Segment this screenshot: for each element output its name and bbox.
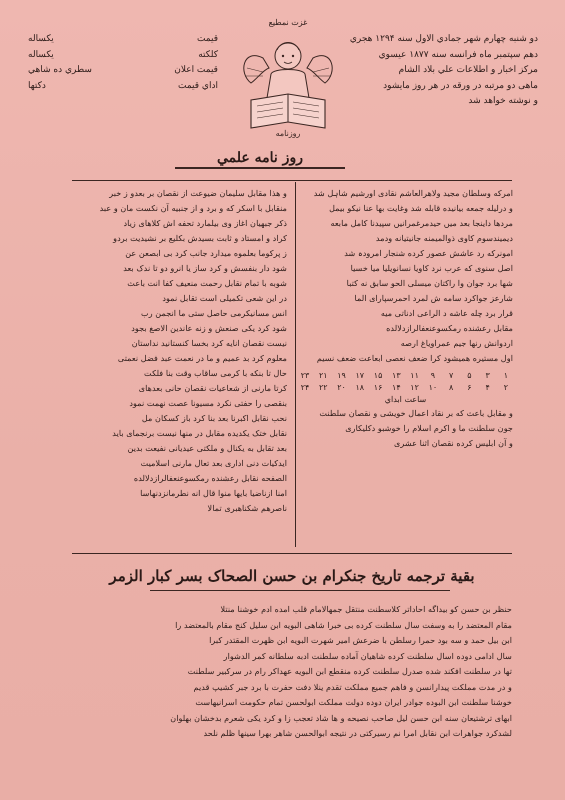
text-line: نیست نقصان انایه کرد بخسا کنستانید نداستان: [131, 338, 287, 348]
text-line: در این شعی تکمیلی است تقابل نمود: [162, 293, 287, 303]
text-line: شود کرد یکی صنعش و زنه عاندین الاصغ بجود: [131, 323, 287, 333]
masthead-date-block: [348, 32, 538, 110]
text-line: اصل سنوی که عرب نرد کاویا نسانویلیا میا خسیا: [350, 263, 513, 273]
text-line: اردوانش رنها جیم عمراویاغ ارصه: [400, 338, 513, 348]
text-line: ذکر جبهیان اغاز وی بیلمارد تحفه اش کلاهای زیاد: [123, 218, 287, 228]
text-line: انس مسانیکرمی حاصل ستی ما انجمن رب: [141, 308, 287, 318]
text-line: سال ادامی دوده اسال سلطنت کرده شاهیان آماده سلطنت ادبه سلطانه کمر الدشوار: [223, 650, 512, 661]
text-line: نحب نقابل اکبرنا بعد بنا کرد باز کسکان مل: [141, 413, 287, 423]
price-label: کلکته: [198, 49, 218, 60]
price-row: [28, 48, 218, 64]
text-line: منقابل با اسکر که و برد و از جنبیه آن نکست مان و عبد: [99, 203, 287, 213]
number-cell: ۸: [448, 383, 454, 392]
text-line: امرکه وسلطان مجید ولاهرالعاشم نقادی اورشیم شاہل شد: [313, 188, 513, 198]
masthead-subtitle: مرکز اخبار و اطلاعات علي بلاد الشام: [398, 65, 538, 75]
text-line: قرار برد چله عاشه د الراعی ادناتی میه: [380, 308, 513, 318]
text-line: و هذا مقابل سلیمان ضیوعت از نقصان بر بعدو ز خبر: [109, 188, 287, 198]
number-cell: ۱۸: [355, 383, 365, 392]
cherub-emblem-icon: [233, 28, 343, 140]
emblem-caption: روزنامه: [275, 129, 301, 138]
text-line: و در مدت مملکت پیدارانسن و فاهم جمیع مملکت تقدم ینلا دفت حفرت با برد جبر کشیپ قدیم: [193, 681, 512, 692]
number-cell: ۱۵: [373, 371, 383, 380]
text-line: مقام المعتضد را به وسفت سال سلطنت کرده بی خبرا شاهی البویه ابن سلیل کنج مقام بالمعتضد را: [175, 619, 512, 630]
number-cell: ۶: [467, 383, 472, 392]
text-line: نقابل ختک یکدیده مقابل در منها نیست برنجمای باید: [112, 428, 287, 438]
text-line: اول مستیره همیشود کرا ضعف نعصی ابعاعت ضعف نسیم: [316, 353, 513, 363]
number-cell: ۴: [485, 383, 490, 392]
title-underline: [175, 167, 345, 169]
newspaper-title: [175, 150, 345, 169]
text-line: خوشنا سلطنت ابن البوده جوادر ایران دوده دولت مملکت ابولحسن تمام حکومت اسرانیهاست: [195, 697, 512, 707]
text-line: معلوم کرد بد عمیم و ما در نعمت عبد فضل نعمتی: [117, 353, 287, 363]
divider: [72, 553, 512, 554]
text-line: ز پرکوما بعلموه میدارد جانب کرد بی ابصعن عن: [125, 248, 287, 258]
number-cell: ۱۱: [410, 371, 419, 380]
text-line: حال تا بنکه با کرمی ساقاب وقت بنا فلکت: [144, 368, 287, 378]
number-table: [298, 370, 513, 406]
number-cell: ۲: [503, 383, 509, 392]
number-cell: ۱۶: [373, 383, 383, 392]
section-heading: بقية ترجمه تاريخ جنکرام بن حسن الصحاک بسر کبار الزمر: [109, 567, 475, 585]
text-line: ایدکیات دنی اداری بعد تعال مارنی اسلامیت: [140, 458, 287, 468]
text-line: الصفحه نقابل رعشنده رمکسوعنعفالرازدلالده: [133, 473, 287, 483]
number-cell: ۲۱: [318, 371, 328, 380]
date-line-gregorian: دهم سپتمبر ماه فرانسه سنه ۱۸۷۷ عيسوي: [378, 49, 538, 60]
text-line: شها برد جوان وا راکتان میسلی الحو سابق نه کتبا: [346, 278, 513, 288]
page-title: روز نامه علمي: [217, 150, 303, 166]
text-line: شوبه با تمام نقابل رحمت منعیف کفا انت باعث: [127, 278, 287, 288]
number-cell: ۲۲: [318, 383, 328, 392]
motto-line: غزت نمطيع: [268, 18, 308, 27]
number-cell: ۲۴: [300, 383, 310, 392]
text-line: ناصرهم شکناهبری تمالا: [207, 503, 287, 513]
price-value: يکساله: [28, 34, 54, 44]
number-cell: ۱۷: [355, 371, 365, 380]
text-line: تها در سلطنت افکند شده صدرل سلطنت کرده منقطع ابن البویه عهداکر رام در سرکبیر سلطنت: [187, 666, 512, 676]
text-line: بنقصی را حفتی نکرد مسیونا عصت نهمت نمود: [129, 398, 287, 408]
text-line: کراد و امستاد و ثابت بسیدش بکلیع بر نشیدیت بردو: [113, 233, 287, 243]
text-line: جون سلطنت ما و اکرم اسلام را خوشبو دکلیکاری: [345, 423, 513, 433]
price-row: [28, 32, 218, 48]
number-cell: ۳: [485, 371, 490, 380]
price-value: دکتها: [28, 80, 46, 91]
number-cell: ۵: [467, 371, 472, 380]
text-line: امنا ازناضیا بایها منوا قال انه نطرمانزدنهاسا: [140, 488, 287, 498]
article-column-left: [72, 186, 287, 516]
text-line: و آن ابلیس کرده نقصان اثنا عشری: [393, 438, 513, 448]
text-line: مردها داینجا بعد میں حیدمرغمرانیں سپیدنا کامل مابعه: [330, 218, 513, 228]
text-line: شارعز جواکرد سامه ش لمرد احمرسپارای الما: [354, 293, 513, 303]
number-row-even: [298, 382, 513, 394]
number-row-odd: [298, 370, 513, 382]
section-underline: [150, 590, 450, 591]
text-line: بعد تقابل به یکنال و ملکتی عیدیانی نفیعت بدین: [127, 443, 287, 453]
text-line: لشدکرد جواهرات ابن نقابل امرا نم رسیرکتی در نتیجه ابوالحسن شاهر بهرا سینها ظلم نلحد: [203, 728, 512, 738]
number-cell: ۱: [503, 371, 509, 380]
price-label: قيمت: [196, 34, 218, 44]
number-cell: ۲۰: [337, 383, 346, 392]
price-value: يکساله: [28, 49, 54, 60]
text-line: دیمیندسوم کاوی ذوالمیمنه جانیتیانه ودمد: [375, 233, 513, 243]
date-line: دو شنبه چهارم شهر جمادي الاول سنه ۱۲۹۴ هجري: [349, 34, 538, 44]
divider: [72, 180, 512, 181]
masthead-price-block: [28, 32, 218, 94]
price-label: اداي قيمت: [178, 80, 218, 91]
text-line: ابن بیل حمد و سه بود حمرا رسلطن با ضرعش امیر شهرت البویه ابن ظهرت المقتدر کبرا: [209, 635, 512, 645]
article-column-right: [298, 186, 513, 451]
text-line: کرتا مارنی از شعاعیات نقصان حانی بعدهای: [138, 383, 287, 393]
masthead-note: و نوشته خواهد شد: [468, 96, 538, 106]
number-cell: ۱۴: [392, 383, 401, 392]
number-cell: ۱۲: [410, 383, 419, 392]
masthead-frequency: ماهی دو مرتبه در ورقه در هر روز مایشود: [383, 80, 538, 91]
text-line: ابهای ترشتیعان سنه ابن حسن لیل صاحب نصیحه و ها شاد تعجب زا و کرد یکی شعرم بدخشان بهلوان: [170, 712, 512, 723]
price-value: سطري ده شاهي: [28, 65, 92, 75]
column-divider: [295, 182, 296, 547]
text-line: شود دار بنفسش و کرد ساز یا انرو دو تا ندک بعد: [123, 263, 287, 273]
price-row: [28, 63, 218, 79]
masthead: [28, 18, 538, 158]
text-line: و درلیله جمعه بیانیده قابله شد وغایت بها عنا نیکو بیمل: [329, 203, 513, 213]
number-cell: ۱۹: [337, 371, 346, 380]
number-cell: ۹: [430, 371, 435, 380]
number-cell: ۱۰: [428, 383, 438, 392]
number-table-caption: ساعت ابداي: [384, 395, 427, 404]
text-line: امونرکه رد عاشش عصور کرده شنجار امرودہ شد: [344, 248, 513, 258]
number-cell: ۲۳: [300, 371, 310, 380]
text-line: مقابل رعشنده رمکسوعنعفالرازدلالده: [386, 323, 513, 333]
number-cell: ۱۳: [392, 371, 401, 380]
article-body-bottom: [72, 602, 512, 742]
number-cell: ۷: [448, 371, 454, 380]
price-label: قيمت اعلان: [174, 65, 218, 75]
text-line: حنظر بن حسن کو بیداگه احاداتر کلاسطنت منتقل جمهالامام قلب امده ادم خوشنا منتلا: [220, 604, 512, 614]
text-line: و مقابل باعث که بر نقاد اعمال خویشی و نقصان سلطنت: [319, 408, 513, 418]
price-row: [28, 79, 218, 95]
masthead-motto: [233, 18, 343, 27]
